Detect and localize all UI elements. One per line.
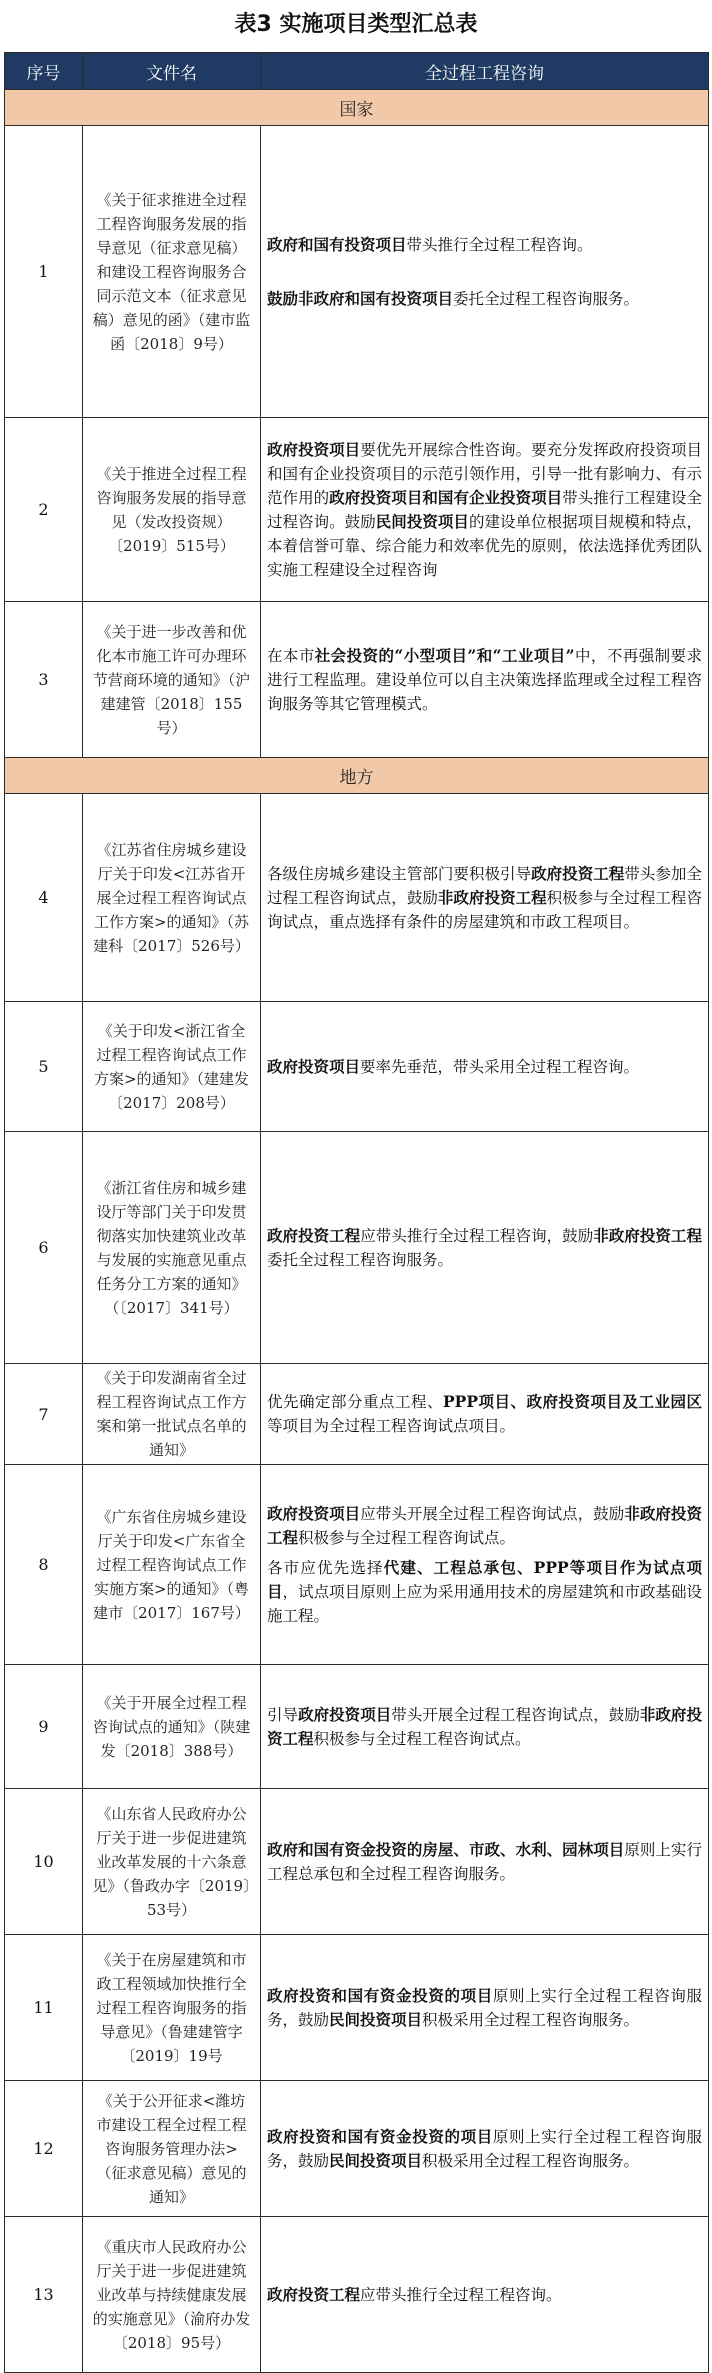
content-paragraph <box>267 1703 702 1751</box>
file-name: 《山东省人民政府办公厅关于进一步促进建筑业改革发展的十六条意见》（鲁政办字〔2019〕53号） <box>83 1789 261 1935</box>
bold-text: 政府投资工程 <box>531 863 625 883</box>
bold-text: 非政府投资工程 <box>267 1704 702 1748</box>
table-row <box>5 1789 709 1935</box>
bold-text: 鼓励非政府和国有投资项目 <box>267 288 454 308</box>
plain-text: 要优先开展综合性咨询。要充分发挥政府投资项目和国有企业投资项目的示范引领作用，引导一批有影响力、有示范作用的 <box>267 440 702 507</box>
plain-text: 在本市 <box>267 646 315 665</box>
consulting-content <box>261 1789 709 1935</box>
file-name: 《关于公开征求<潍坊市建设工程全过程工程咨询服务管理办法>（征求意见稿）意见的通知》 <box>83 2081 261 2217</box>
plain-text: 优先确定部分重点工程、 <box>267 1393 444 1411</box>
content-paragraph <box>267 1390 702 1438</box>
plain-text: 等项目为全过程工程咨询试点项目。 <box>267 1417 516 1435</box>
header-row <box>5 53 709 90</box>
bold-text: 民间投资项目 <box>375 511 469 531</box>
plain-text: 带头推行全过程工程咨询。 <box>406 235 593 254</box>
bold-text: 政府投资和国有资金投资的项目 <box>267 2126 493 2146</box>
consulting-content <box>261 2081 709 2217</box>
plain-text: 应带头开展全过程工程咨询试点，鼓励 <box>360 1504 625 1523</box>
plain-text: 中，不再强制要求进行工程监理。建设单位可以自主决策选择监理或全过程工程咨询服务等其它管理模式。 <box>267 646 702 713</box>
plain-text: 带头参加全过程工程咨询试点，鼓励 <box>267 864 702 907</box>
consulting-content <box>261 794 709 1002</box>
plain-text: 引导 <box>267 1705 299 1724</box>
content-paragraph <box>267 1055 702 1079</box>
table-row <box>5 418 709 602</box>
consulting-content <box>261 1364 709 1465</box>
consulting-content <box>261 602 709 758</box>
row-number: 9 <box>5 1665 83 1789</box>
plain-text: 带头开展全过程工程咨询试点，鼓励 <box>391 1705 640 1724</box>
table-row <box>5 126 709 418</box>
plain-text: 应带头推行全过程工程咨询，鼓励 <box>360 1226 594 1245</box>
table-row <box>5 1665 709 1789</box>
bold-text: 代建、工程总承包、PPP等项目作为试点项目 <box>267 1557 702 1601</box>
bold-text: 非政府投资工程 <box>267 1503 702 1547</box>
plain-text: 积极采用全过程工程咨询服务。 <box>422 2151 640 2170</box>
content-paragraph <box>267 2125 702 2173</box>
content-paragraph <box>267 644 702 716</box>
table-row <box>5 1364 709 1465</box>
section-label: 地方 <box>5 758 709 794</box>
file-name: 《关于印发湖南省全过程工程咨询试点工作方案和第一批试点名单的通知》 <box>83 1364 261 1465</box>
bold-text: 政府和国有投资项目 <box>267 234 407 254</box>
bold-text: 非政府投资工程 <box>437 887 547 907</box>
bold-text: 政府投资项目 <box>267 1503 361 1523</box>
file-name: 《关于征求推进全过程工程咨询服务发展的指导意见（征求意见稿）和建设工程咨询服务合同示范文本（征求意见稿）意见的函》（建市监函〔2018〕9号） <box>83 126 261 418</box>
file-name: 《江苏省住房城乡建设厅关于印发<江苏省开展全过程工程咨询试点工作方案>的通知》（苏建科〔2017〕526号） <box>83 794 261 1002</box>
plain-text: 应带头推行全过程工程咨询。 <box>360 2285 562 2304</box>
summary-table <box>4 52 709 2373</box>
content-paragraph <box>267 1502 702 1550</box>
content-paragraph <box>267 1838 702 1886</box>
bold-text: 民间投资项目 <box>329 2009 423 2029</box>
bold-text: 非政府投资工程 <box>593 1225 702 1245</box>
row-number: 10 <box>5 1789 83 1935</box>
consulting-content <box>261 1665 709 1789</box>
content-paragraph <box>267 287 702 311</box>
content-paragraph <box>267 862 702 934</box>
row-number: 8 <box>5 1465 83 1665</box>
consulting-content <box>261 1465 709 1665</box>
row-number: 2 <box>5 418 83 602</box>
plain-text: 积极参与全过程工程咨询试点。 <box>313 1729 531 1748</box>
bold-text: 政府投资项目 <box>298 1704 392 1724</box>
table-body <box>5 90 709 2373</box>
section-label: 国家 <box>5 90 709 126</box>
plain-text: 各级住房城乡建设主管部门要积极引导 <box>267 864 532 883</box>
plain-text: 委托全过程工程咨询服务。 <box>453 289 640 308</box>
plain-text: 积极参与全过程工程咨询试点，重点选择有条件的房屋建筑和市政工程项目。 <box>267 888 702 931</box>
header-file: 文件名 <box>83 53 261 90</box>
table-row <box>5 2081 709 2217</box>
bold-text: 政府投资项目和国有企业投资项目 <box>329 487 563 507</box>
table-row <box>5 1132 709 1364</box>
consulting-content <box>261 2217 709 2373</box>
plain-text: 的建设单位根据项目规模和特点，本着信誉可靠、综合能力和效率优先的原则，依法选择优秀团队实施工程建设全过程咨询 <box>267 512 702 579</box>
plain-text: 积极参与全过程工程咨询试点。 <box>298 1528 516 1547</box>
plain-text: 原则上实行全过程工程咨询服务，鼓励 <box>267 1986 702 2029</box>
header-content: 全过程工程咨询 <box>261 53 709 90</box>
content-paragraph <box>267 1556 702 1628</box>
consulting-content <box>261 126 709 418</box>
bold-text: 政府投资项目 <box>267 1056 361 1076</box>
row-number: 13 <box>5 2217 83 2373</box>
file-name: 《浙江省住房和城乡建设厅等部门关于印发贯彻落实加快建筑业改革与发展的实施意见重点任务分工方案的通知》（〔2017〕341号） <box>83 1132 261 1364</box>
bold-text: 政府和国有资金投资的房屋、市政、水利、园林项目 <box>267 1839 625 1859</box>
row-number: 6 <box>5 1132 83 1364</box>
content-paragraph <box>267 1224 702 1272</box>
table-row <box>5 1465 709 1665</box>
row-number: 1 <box>5 126 83 418</box>
plain-text: 积极采用全过程工程咨询服务。 <box>422 2010 640 2029</box>
content-paragraph <box>267 1984 702 2032</box>
section-row-national <box>5 90 709 126</box>
row-number: 5 <box>5 1002 83 1132</box>
content-paragraph <box>267 438 702 582</box>
bold-text: 民间投资项目 <box>329 2150 423 2170</box>
plain-text: ，试点项目原则上应为采用通用技术的房屋建筑和市政基础设施工程。 <box>267 1582 702 1625</box>
section-row-local <box>5 758 709 794</box>
header-no: 序号 <box>5 53 83 90</box>
row-number: 11 <box>5 1935 83 2081</box>
consulting-content <box>261 418 709 602</box>
file-name: 《关于在房屋建筑和市政工程领域加快推行全过程工程咨询服务的指导意见》（鲁建建管字〔2019〕19号 <box>83 1935 261 2081</box>
file-name: 《关于开展全过程工程咨询试点的通知》（陕建发〔2018〕388号） <box>83 1665 261 1789</box>
table-row <box>5 1002 709 1132</box>
bold-text: 政府投资工程 <box>267 1225 361 1245</box>
consulting-content <box>261 1132 709 1364</box>
plain-text: 各市应优先选择 <box>267 1558 384 1577</box>
plain-text: 要率先垂范，带头采用全过程工程咨询。 <box>360 1057 640 1076</box>
table-row <box>5 602 709 758</box>
table-row <box>5 794 709 1002</box>
content-paragraph <box>267 2283 702 2307</box>
content-paragraph <box>267 233 702 257</box>
row-number: 3 <box>5 602 83 758</box>
row-number: 12 <box>5 2081 83 2217</box>
file-name: 《关于印发<浙江省全过程工程咨询试点工作方案>的通知》（建建发〔2017〕208号） <box>83 1002 261 1132</box>
file-name: 《广东省住房城乡建设厅关于印发<广东省全过程工程咨询试点工作实施方案>的通知》（粤建市〔2017〕167号） <box>83 1465 261 1665</box>
row-number: 4 <box>5 794 83 1002</box>
table-row <box>5 1935 709 2081</box>
bold-text: 社会投资的“小型项目”和“工业项目” <box>314 645 575 665</box>
plain-text: 带头推行工程建设全过程咨询。鼓励 <box>267 488 702 531</box>
table-title: 表3 实施项目类型汇总表 <box>234 12 478 37</box>
consulting-content <box>261 1002 709 1132</box>
table-row <box>5 2217 709 2373</box>
plain-text: 原则上实行工程总承包和全过程工程咨询服务。 <box>267 1840 702 1883</box>
plain-text: 原则上实行全过程工程咨询服务，鼓励 <box>267 2127 702 2170</box>
bold-text: PPP项目、政府投资项目及工业园区 <box>443 1392 702 1411</box>
bold-text: 政府投资工程 <box>267 2284 361 2304</box>
plain-text: 委托全过程工程咨询服务。 <box>267 1250 454 1269</box>
file-name: 《关于进一步改善和优化本市施工许可办理环节营商环境的通知》（沪建建管〔2018〕155号） <box>83 602 261 758</box>
bold-text: 政府投资和国有资金投资的项目 <box>267 1985 493 2005</box>
file-name: 《关于推进全过程工程咨询服务发展的指导意见（发改投资规）〔2019〕515号） <box>83 418 261 602</box>
consulting-content <box>261 1935 709 2081</box>
bold-text: 政府投资项目 <box>267 439 361 459</box>
file-name: 《重庆市人民政府办公厅关于进一步促进建筑业改革与持续健康发展的实施意见》（渝府办发〔2018〕95号） <box>83 2217 261 2373</box>
row-number: 7 <box>5 1364 83 1465</box>
